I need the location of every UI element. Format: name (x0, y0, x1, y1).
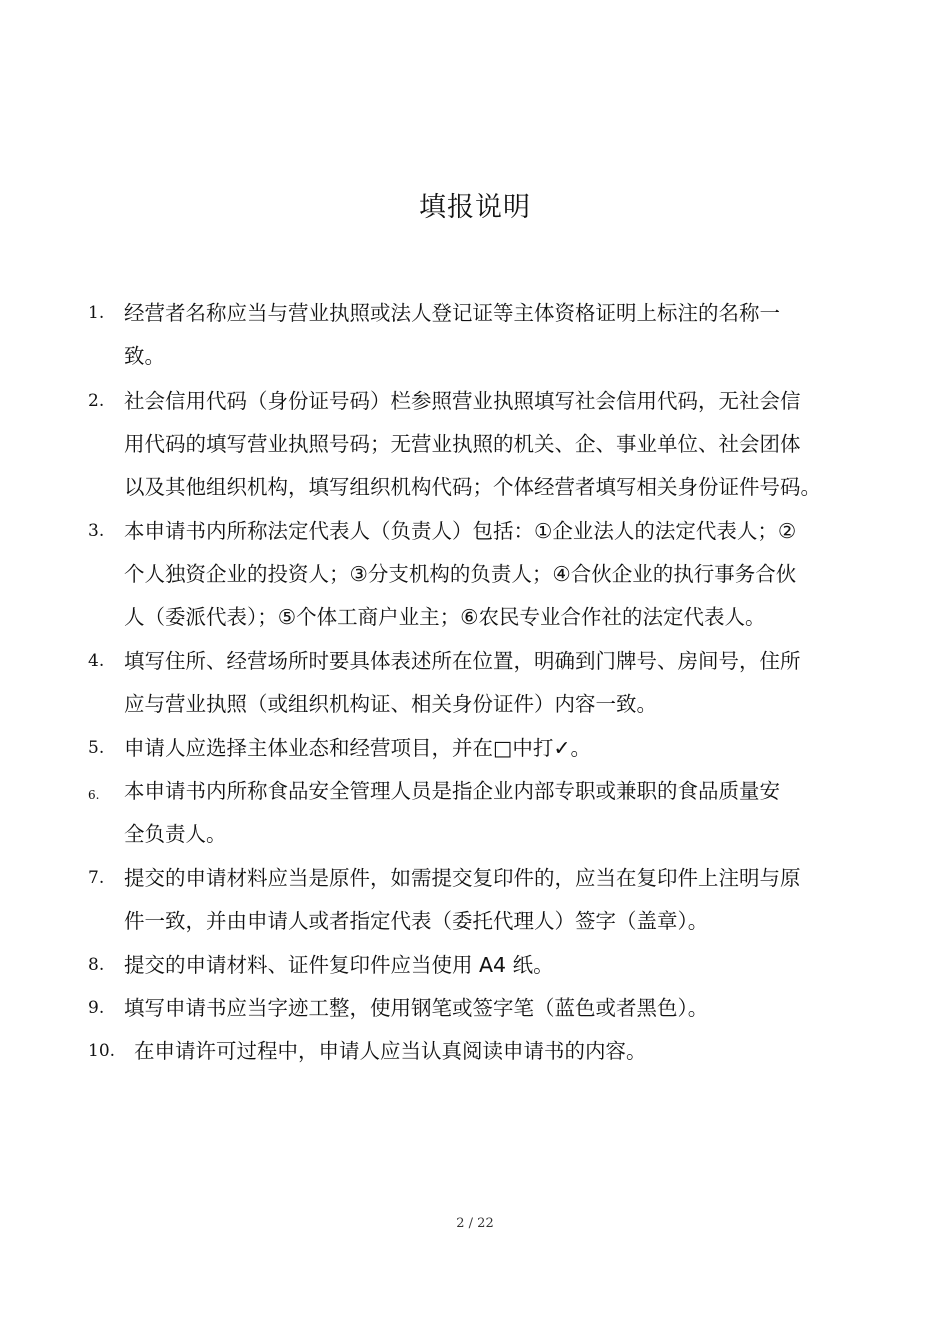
list-item (88, 1030, 878, 1073)
item-line: 以及其他组织机构，填写组织机构代码；个体经营者填写相关身份证件号码。 (124, 475, 821, 499)
item-line: 社会信用代码（身份证号码）栏参照营业执照填写社会信用代码，无社会信 (124, 389, 801, 413)
page-title: 填报说明 (419, 192, 531, 223)
item-line: 提交的申请材料、证件复印件应当使用 A4 纸。 (124, 953, 554, 977)
item-line: 全负责人。 (124, 822, 227, 846)
list-item (88, 987, 878, 1030)
item-line: 在申请许可过程中，申请人应当认真阅读申请书的内容。 (134, 1039, 647, 1063)
item-line: 申请人应选择主体业态和经营项目，并在□中打✓。 (124, 736, 592, 760)
item-line: 件一致，并由申请人或者指定代表（委托代理人）签字（盖章）。 (124, 909, 709, 933)
item-number: 5. (88, 738, 105, 758)
list-item (88, 727, 878, 770)
item-number: 10. (88, 1041, 116, 1061)
item-line: 本申请书内所称食品安全管理人员是指企业内部专职或兼职的食品质量安 (124, 779, 780, 803)
list-item (88, 510, 878, 639)
item-line: 应与营业执照（或组织机构证、相关身份证件）内容一致。 (124, 692, 657, 716)
item-line: 用代码的填写营业执照号码；无营业执照的机关、企、事业单位、社会团体 (124, 432, 801, 456)
item-number: 9. (88, 998, 105, 1018)
item-number: 1. (88, 303, 105, 323)
item-number: 4. (88, 651, 105, 671)
list-item (88, 380, 878, 509)
list-item (88, 640, 878, 726)
item-number: 7. (88, 868, 105, 888)
item-line: 个人独资企业的投资人；③分支机构的负责人；④合伙企业的执行事务合伙 (124, 562, 797, 586)
item-line: 提交的申请材料应当是原件，如需提交复印件的，应当在复印件上注明与原 (124, 866, 801, 890)
item-number: 6. (88, 788, 100, 802)
list-item (88, 857, 878, 943)
item-line: 填写申请书应当字迹工整，使用钢笔或签字笔（蓝色或者黑色）。 (124, 996, 709, 1020)
item-number: 8. (88, 955, 105, 975)
list-item (88, 292, 878, 378)
item-line: 填写住所、经营场所时要具体表述所在位置，明确到门牌号、房间号，住所 (124, 649, 801, 673)
list-item (88, 770, 878, 856)
page-number: 2 / 22 (456, 1216, 494, 1231)
item-line: 人（委派代表）；⑤个体工商户业主；⑥农民专业合作社的法定代表人。 (124, 605, 766, 629)
item-number: 3. (88, 521, 105, 541)
item-line: 本申请书内所称法定代表人（负责人）包括：①企业法人的法定代表人；② (124, 519, 797, 543)
item-number: 2. (88, 391, 105, 411)
item-line: 致。 (124, 344, 165, 368)
list-item (88, 944, 878, 987)
item-line: 经营者名称应当与营业执照或法人登记证等主体资格证明上标注的名称一 (124, 301, 780, 325)
